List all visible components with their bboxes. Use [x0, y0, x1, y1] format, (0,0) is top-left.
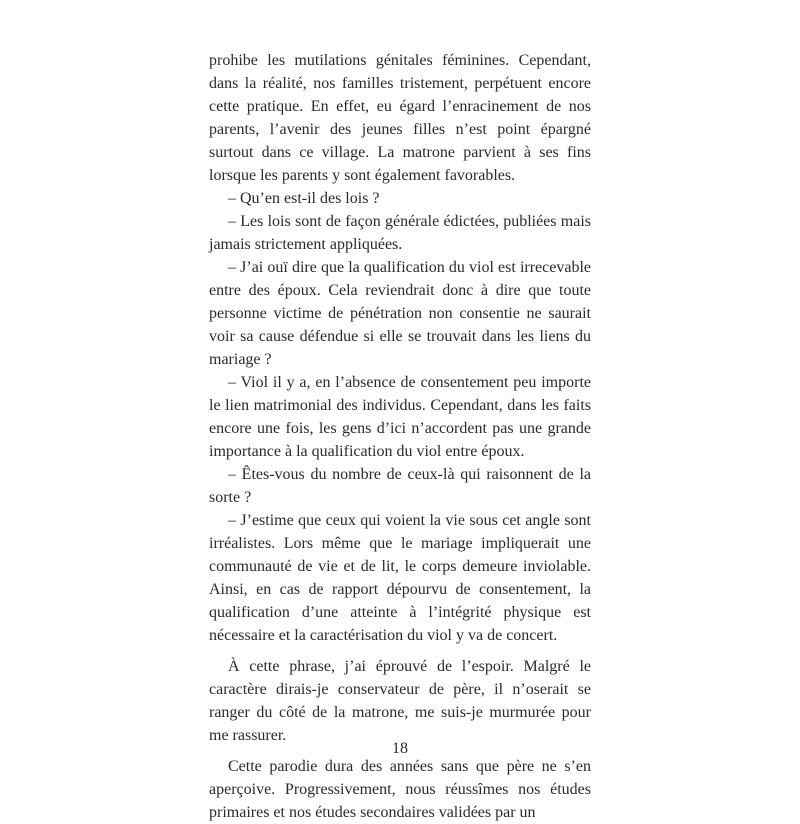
narrative-paragraph: À cette phrase, j’ai éprouvé de l’espoir. Malgré le caractère dirais-je conservateur de père, il n’oserait se ranger du côté de la matrone, me suis-je murmurée pour me rassurer. — [209, 658, 591, 744]
dialogue-line: – Qu’en est-il des lois ? — [228, 190, 380, 207]
page-number: 18 — [392, 740, 408, 757]
dialogue-line: – Êtes-vous du nombre de ceux-là qui raisonnent de la sorte ? — [209, 466, 591, 506]
paragraph-continuation: prohibe les mutilations génitales féminines. Cependant, dans la réalité, nos familles tristement, perpétuent encore cette pratique. En effet, eu égard l’enracinement de nos parents, l’avenir des jeunes filles n’est point épargné surtout dans ce village. La matrone parvient à ses fins lorsque les parents y sont également favorables. — [209, 52, 591, 184]
body-text — [209, 49, 591, 824]
dialogue-line: – Viol il y a, en l’absence de consentement peu importe le lien matrimonial des individus. Cependant, dans les faits encore une fois, les gens d’ici n’accordent pas une grande importance à la qualification du viol entre époux. — [209, 374, 591, 460]
narrative-paragraph: Cette parodie dura des années sans que père ne s’en aperçoive. Progressivement, nous réussîmes nos études primaires et nos études secondaires validées par un — [209, 758, 591, 821]
dialogue-line: – Les lois sont de façon générale édictées, publiées mais jamais strictement appliquées. — [209, 213, 591, 253]
dialogue-line: – J’ai ouï dire que la qualification du viol est irrecevable entre des époux. Cela reviendrait donc à dire que toute personne victime de pénétration non consentie ne saurait voir sa cause défendue si elle se trouvait dans les liens du mariage ? — [209, 259, 591, 368]
dialogue-line: – J’estime que ceux qui voient la vie sous cet angle sont irréalistes. Lors même que le mariage impliquerait une communauté de vie et de lit, le corps demeure inviolable. Ainsi, en cas de rapport dépourvu de consentement, la qualification d’une atteinte à l’intégrité physique est nécessaire et la caractérisation du viol y va de concert. — [209, 512, 591, 644]
